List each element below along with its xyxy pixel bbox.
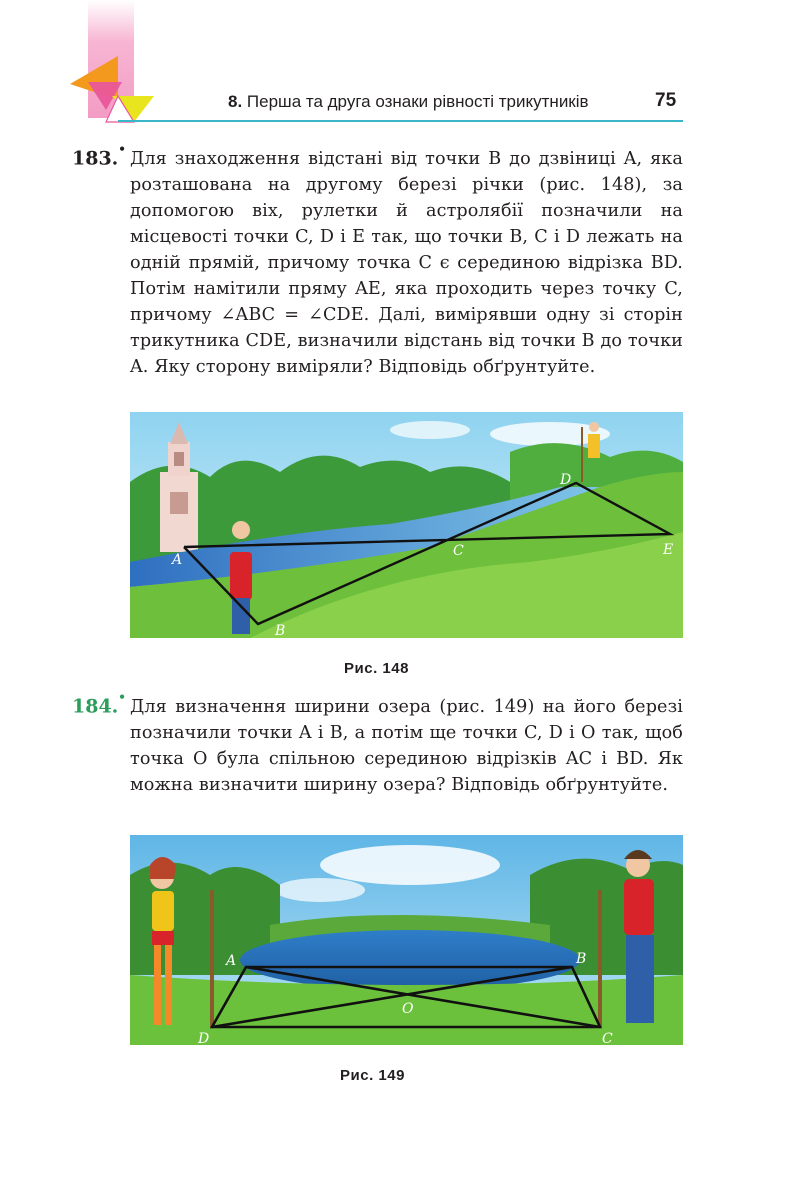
figure-149-illustration <box>130 835 683 1045</box>
problem-184-number-text: 184. <box>72 695 119 718</box>
problem-184-marker: • <box>118 690 126 704</box>
figure-148-point-a: A <box>172 552 183 568</box>
problem-183-number-text: 183. <box>72 147 119 170</box>
figure-148-caption: Рис. 148 <box>344 660 409 677</box>
problem-183-marker: • <box>118 142 126 156</box>
figure-148-point-e: E <box>663 542 674 558</box>
figure-149-point-a: A <box>226 953 237 969</box>
figure-148-point-c: C <box>453 543 464 559</box>
figure-149-point-d: D <box>198 1031 210 1045</box>
figure-148-point-d: D <box>560 472 572 488</box>
page-number: 75 <box>655 90 677 111</box>
decorative-triangles-icon <box>66 48 158 124</box>
figure-149-point-c: C <box>602 1031 613 1045</box>
header-divider <box>118 120 683 122</box>
figure-148-point-b: B <box>275 623 286 638</box>
chapter-title <box>228 92 589 112</box>
figure-148-illustration <box>130 412 683 638</box>
figure-149-caption: Рис. 149 <box>340 1067 405 1084</box>
problem-183-number <box>72 142 126 170</box>
problem-183-text: Для знаходження відстані від точки B до дзвіниці A, яка розташована на другому березі річки (рис. 148), за допомогою віх, рулетки й астролябії позначили на місцевості точки C, D і E так, що точки B, C і D лежать на одній прямій, причому точка C є серединою відрізка BD. Потім намітили пряму AE, яка проходить через точку C, причому ∠ABC = ∠CDE. Далі, вимірявши одну зі сторін трикутника CDE, визначили відстань від точки B до точки A. Яку сторону виміряли? Відповідь обґрунтуйте. <box>130 149 683 377</box>
chapter-title-text: Перша та друга ознаки рівності трикутників <box>246 92 589 111</box>
chapter-number: 8. <box>228 92 243 111</box>
figure-149-point-o: O <box>402 1001 414 1017</box>
figure-149-point-b: B <box>576 951 587 967</box>
problem-184-number <box>72 690 126 718</box>
problem-184-text: Для визначення ширини озера (рис. 149) на його березі позначили точки A і B, а потім ще точки C, D і O так, щоб точка O була спільною серединою відрізків AC і BD. Як можна визначити ширину озера? Відповідь обґрунтуйте. <box>130 697 683 795</box>
